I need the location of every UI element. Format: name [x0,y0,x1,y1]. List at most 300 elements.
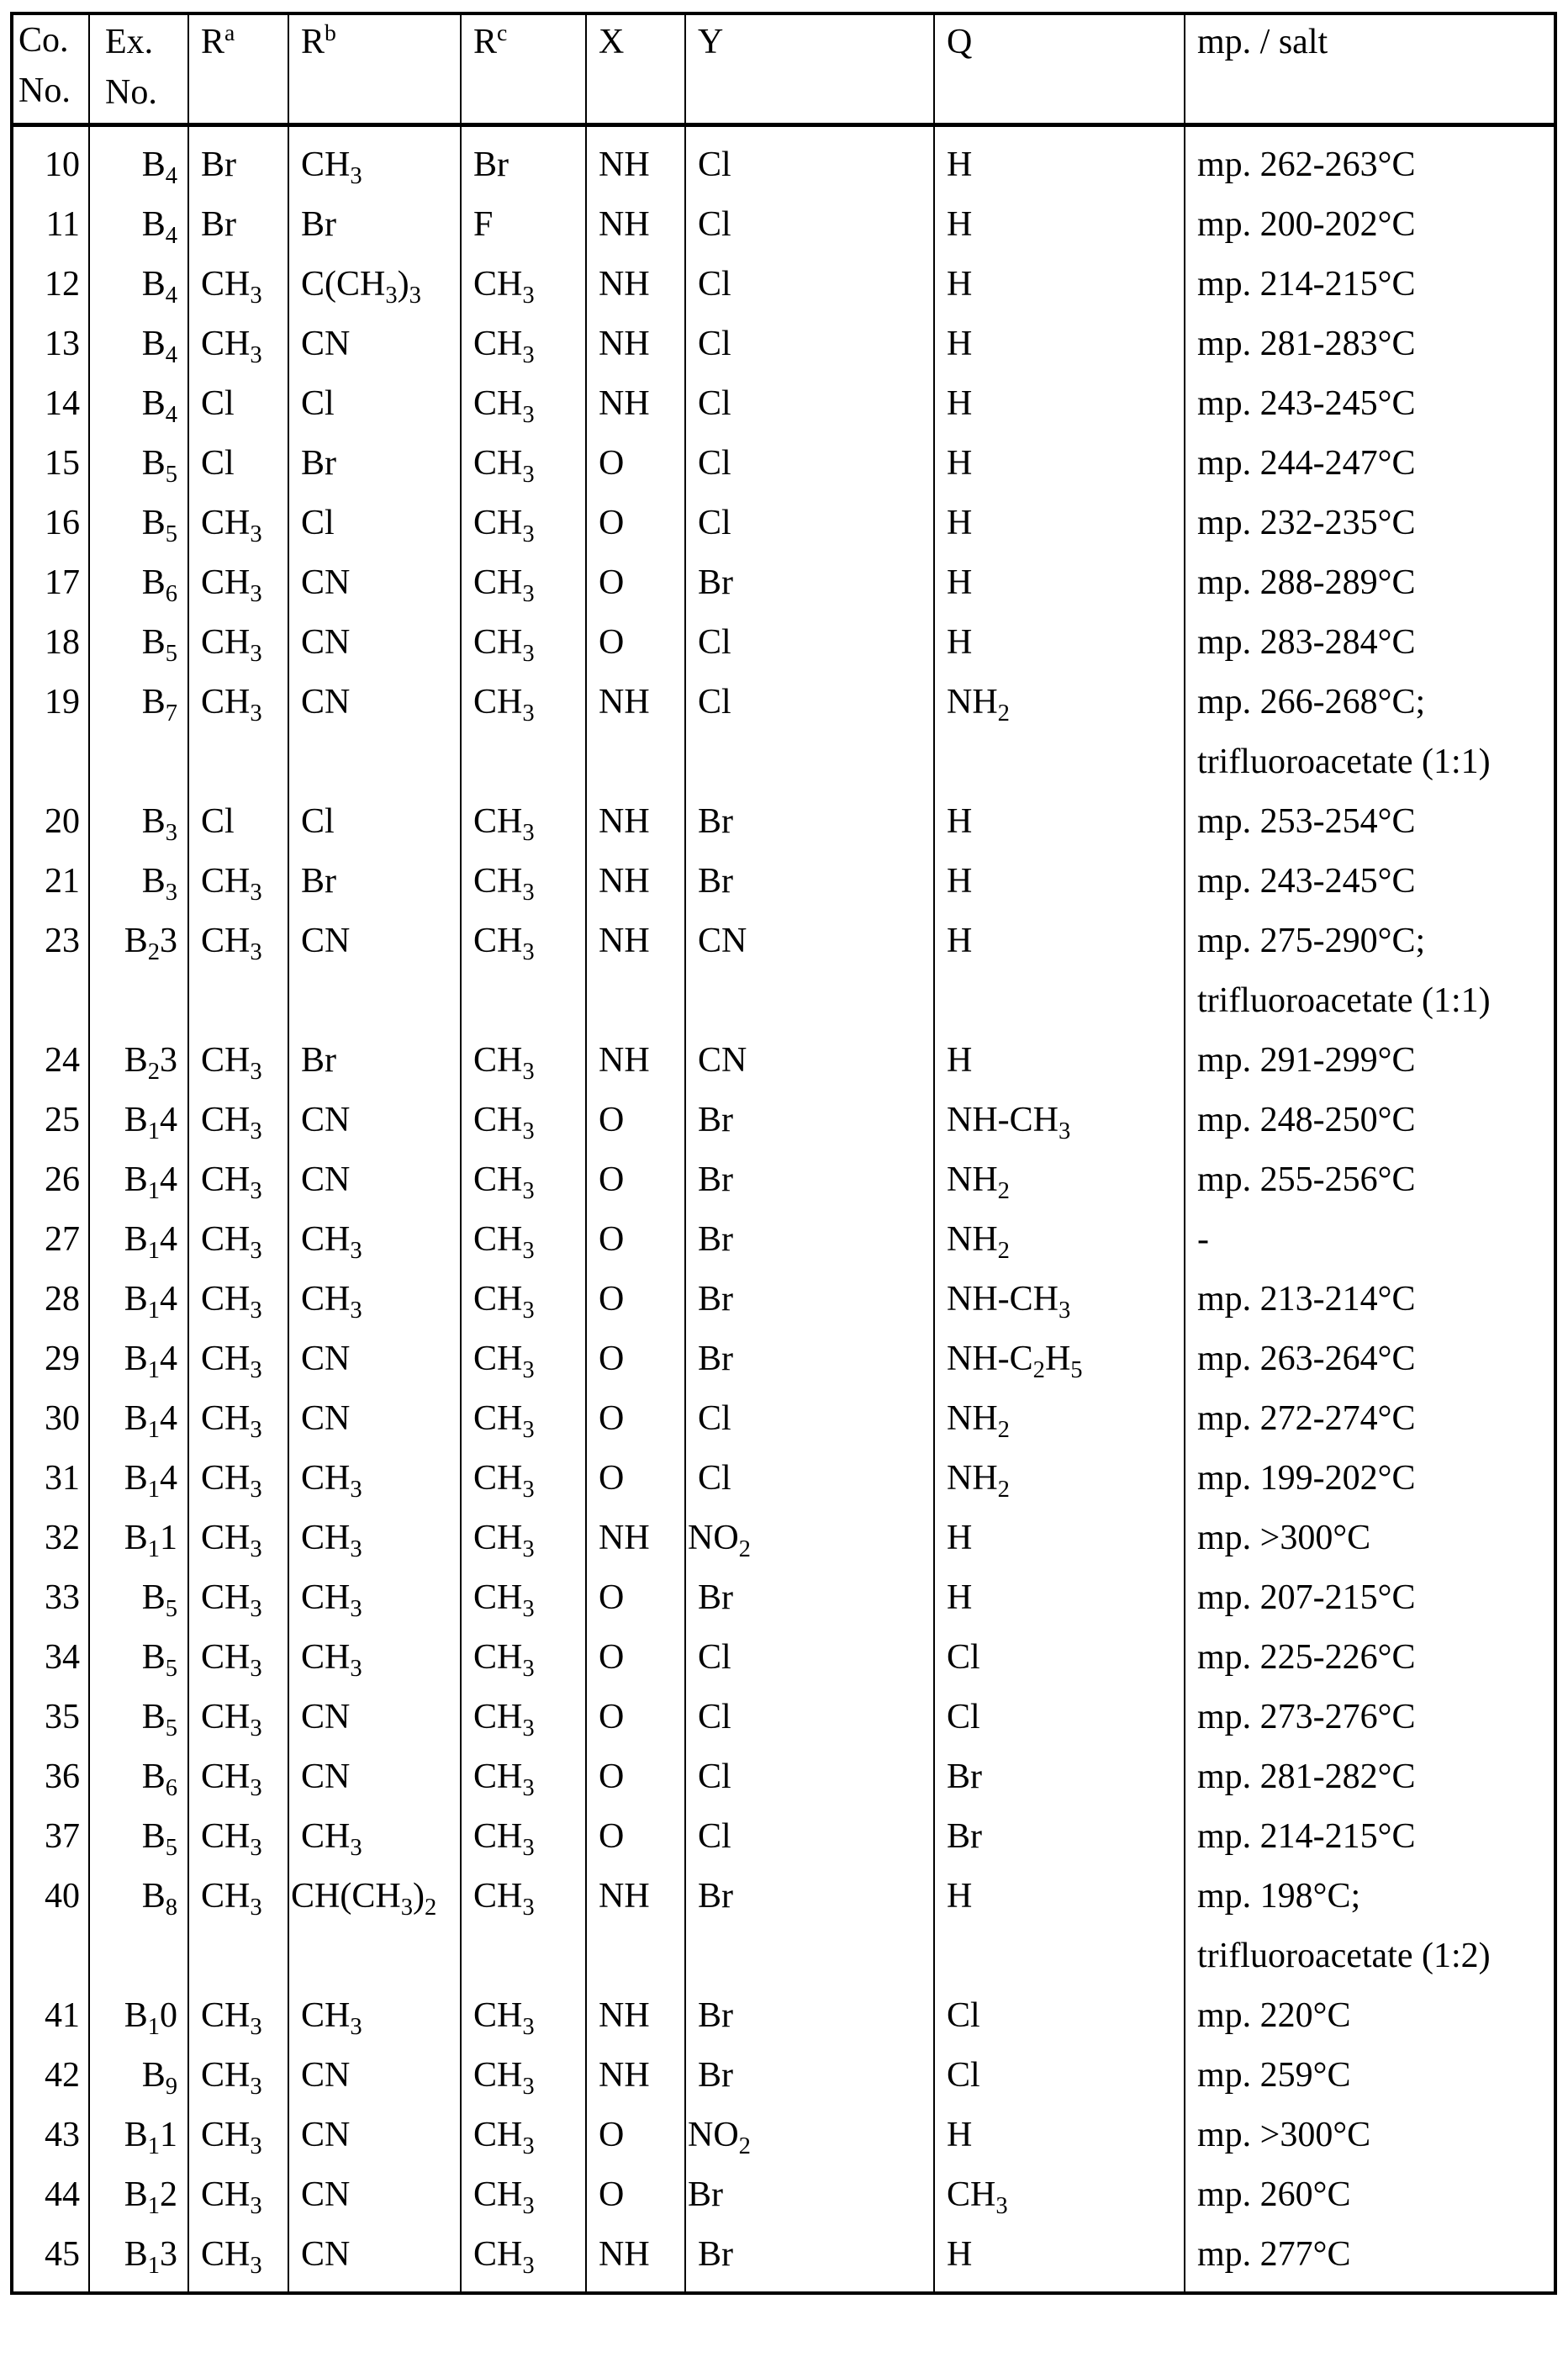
cell-y: Br [685,1867,934,1986]
cell-y: Cl [685,1807,934,1867]
cell-rc: $CH_3$ [461,1986,586,2046]
table-body [12,125,1555,2294]
cell-mp-salt [1185,434,1555,494]
cell-co-no: 36 [12,1747,89,1807]
mp-salt-line: mp. 232-235°C [1197,504,1416,542]
table-row [12,374,1555,434]
cell-q: $NH-C_2H_5$ [934,1329,1185,1389]
cell-rb: $CH_3$ [288,1449,461,1509]
cell-ex-no: $B_12$ [89,2165,188,2225]
cell-co-no: 43 [12,2106,89,2165]
cell-mp-salt [1185,1509,1555,1568]
cell-y: Cl [685,195,934,255]
table-row [12,314,1555,374]
cell-mp-salt [1185,1150,1555,1210]
cell-mp-salt [1185,1270,1555,1329]
cell-mp-salt [1185,125,1555,196]
cell-rc: F [461,195,586,255]
header-co-no [12,13,89,125]
cell-rc: Br [461,125,586,196]
table-row [12,673,1555,792]
header-rb [288,13,461,125]
cell-y: Cl [685,1389,934,1449]
cell-rc: $CH_3$ [461,434,586,494]
cell-rc: $CH_3$ [461,2046,586,2106]
cell-mp-salt [1185,1091,1555,1150]
cell-ra: $CH_3$ [188,1150,288,1210]
mp-salt-line: mp. 207-215°C [1197,1578,1416,1617]
cell-q: $NH_2$ [934,1449,1185,1509]
cell-rc: $CH_3$ [461,1091,586,1150]
cell-co-no: 44 [12,2165,89,2225]
cell-y: CN [685,912,934,1031]
cell-x: NH [586,1986,685,2046]
cell-q: H [934,374,1185,434]
cell-mp-salt [1185,1747,1555,1807]
cell-x: NH [586,2046,685,2106]
cell-co-no: 14 [12,374,89,434]
cell-q: H [934,255,1185,314]
mp-salt-line: mp. 291-299°C [1197,1041,1416,1080]
cell-x: O [586,494,685,553]
cell-co-no: 24 [12,1031,89,1091]
table-row [12,1031,1555,1091]
header-co-line1: Co. [18,21,69,60]
header-x: X [586,13,685,125]
cell-q: H [934,2106,1185,2165]
cell-q: H [934,1568,1185,1628]
cell-x: O [586,1210,685,1270]
cell-co-no: 15 [12,434,89,494]
cell-ex-no: $B_3$ [89,852,188,912]
cell-y: Br [685,1329,934,1389]
mp-salt-line: mp. 243-245°C [1197,862,1416,901]
cell-rb: CN [288,1389,461,1449]
cell-ex-no: $B_4$ [89,195,188,255]
cell-co-no: 42 [12,2046,89,2106]
mp-salt-line: trifluoroacetate (1:2) [1197,1937,1491,1975]
table-row [12,1389,1555,1449]
cell-rc: $CH_3$ [461,1867,586,1986]
table-row [12,1986,1555,2046]
cell-mp-salt [1185,2046,1555,2106]
cell-x: NH [586,1031,685,1091]
table-row [12,2165,1555,2225]
cell-ex-no: $B_9$ [89,2046,188,2106]
cell-q: $NH_2$ [934,673,1185,792]
cell-y: Cl [685,1628,934,1688]
cell-x: O [586,1807,685,1867]
cell-rc: $CH_3$ [461,1031,586,1091]
cell-q: Cl [934,1986,1185,2046]
cell-ra: $CH_3$ [188,912,288,1031]
cell-rc: $CH_3$ [461,1747,586,1807]
cell-ra: $CH_3$ [188,1389,288,1449]
compound-table [10,12,1557,2295]
table-row [12,792,1555,852]
cell-q: $NH-CH_3$ [934,1091,1185,1150]
cell-q: Cl [934,2046,1185,2106]
header-ex-line2: No. [105,73,157,112]
cell-x: NH [586,1867,685,1986]
cell-q: $NH-CH_3$ [934,1270,1185,1329]
cell-x: O [586,1568,685,1628]
cell-y: CN [685,1031,934,1091]
cell-co-no: 28 [12,1270,89,1329]
cell-ra: $CH_3$ [188,494,288,553]
cell-x: O [586,1688,685,1747]
cell-q: H [934,1031,1185,1091]
cell-mp-salt [1185,1329,1555,1389]
cell-mp-salt [1185,1986,1555,2046]
cell-ra: $CH_3$ [188,1807,288,1867]
header-ex-line1: Ex. [105,23,154,61]
cell-rb: CN [288,2165,461,2225]
cell-y: Br [685,1150,934,1210]
table-row [12,1210,1555,1270]
cell-y: Br [685,553,934,613]
cell-mp-salt [1185,553,1555,613]
cell-mp-salt [1185,1389,1555,1449]
table-row [12,2225,1555,2293]
cell-y: $NO_2$ [685,1509,934,1568]
cell-ra: $CH_3$ [188,1867,288,1986]
table-row [12,1688,1555,1747]
mp-salt-line: mp. 214-215°C [1197,1817,1416,1856]
cell-ra: $CH_3$ [188,255,288,314]
cell-rb: $CH_3$ [288,125,461,196]
cell-ra: $CH_3$ [188,1091,288,1150]
cell-q: $NH_2$ [934,1210,1185,1270]
header-rc [461,13,586,125]
cell-ex-no: $B_6$ [89,1747,188,1807]
cell-y: $NO_2$ [685,2106,934,2165]
cell-ra: $CH_3$ [188,2106,288,2165]
cell-x: NH [586,374,685,434]
cell-y: Cl [685,673,934,792]
cell-rc: $CH_3$ [461,1210,586,1270]
cell-ex-no: $B_14$ [89,1150,188,1210]
cell-x: O [586,1270,685,1329]
cell-co-no: 19 [12,673,89,792]
cell-q: H [934,195,1185,255]
table-row [12,1150,1555,1210]
cell-ra: Cl [188,434,288,494]
cell-y: Br [685,1270,934,1329]
cell-ex-no: $B_14$ [89,1270,188,1329]
cell-co-no: 23 [12,912,89,1031]
cell-rb: $CH(CH_3)_2$ [288,1867,461,1986]
cell-mp-salt [1185,1688,1555,1747]
mp-salt-line: trifluoroacetate (1:1) [1197,981,1491,1020]
cell-y: Br [685,792,934,852]
cell-mp-salt [1185,1031,1555,1091]
cell-q: H [934,494,1185,553]
cell-co-no: 18 [12,613,89,673]
cell-mp-salt [1185,1449,1555,1509]
cell-ex-no: $B_5$ [89,613,188,673]
cell-mp-salt [1185,2106,1555,2165]
cell-ex-no: $B_23$ [89,912,188,1031]
header-rb-sup: b [325,18,336,45]
cell-rc: $CH_3$ [461,374,586,434]
cell-ra: $CH_3$ [188,2165,288,2225]
cell-co-no: 32 [12,1509,89,1568]
cell-rc: $CH_3$ [461,255,586,314]
mp-salt-line: mp. >300°C [1197,1519,1371,1557]
cell-x: O [586,553,685,613]
mp-salt-line: mp. >300°C [1197,2116,1371,2154]
cell-rb: CN [288,2046,461,2106]
cell-x: NH [586,912,685,1031]
cell-ra: Br [188,195,288,255]
cell-q: H [934,613,1185,673]
cell-q: H [934,852,1185,912]
table-row [12,1091,1555,1150]
mp-salt-line: mp. 244-247°C [1197,444,1416,483]
header-ra-sup: a [224,18,235,45]
header-rc-base: R [473,23,498,61]
cell-q: Br [934,1747,1185,1807]
table-row [12,2046,1555,2106]
cell-ex-no: $B_13$ [89,2225,188,2293]
cell-rb: CN [288,1747,461,1807]
cell-ex-no: $B_7$ [89,673,188,792]
cell-x: O [586,1449,685,1509]
mp-salt-line: mp. 198°C; [1197,1877,1361,1916]
cell-y: Br [685,2165,934,2225]
cell-rb: $CH_3$ [288,1568,461,1628]
cell-co-no: 41 [12,1986,89,2046]
cell-y: Cl [685,1449,934,1509]
table-row [12,1449,1555,1509]
cell-rc: $CH_3$ [461,1688,586,1747]
cell-rc: $CH_3$ [461,1509,586,1568]
cell-ex-no: $B_5$ [89,1688,188,1747]
cell-co-no: 13 [12,314,89,374]
cell-rb: $CH_3$ [288,1807,461,1867]
mp-salt-line: mp. 248-250°C [1197,1101,1416,1139]
cell-ra: $CH_3$ [188,852,288,912]
cell-x: O [586,1329,685,1389]
cell-co-no: 10 [12,125,89,196]
cell-x: NH [586,314,685,374]
header-mp-salt: mp. / salt [1185,13,1555,125]
table-row [12,1568,1555,1628]
table-row [12,125,1555,196]
cell-ex-no: $B_5$ [89,1568,188,1628]
cell-rb: $CH_3$ [288,1628,461,1688]
cell-ra: $CH_3$ [188,2225,288,2293]
cell-q: Cl [934,1688,1185,1747]
cell-y: Cl [685,314,934,374]
cell-q: H [934,1867,1185,1986]
cell-rb: CN [288,553,461,613]
cell-mp-salt [1185,1807,1555,1867]
cell-x: O [586,1389,685,1449]
cell-co-no: 30 [12,1389,89,1449]
cell-co-no: 34 [12,1628,89,1688]
cell-y: Br [685,2046,934,2106]
table-row [12,1509,1555,1568]
cell-y: Br [685,852,934,912]
cell-mp-salt [1185,314,1555,374]
cell-y: Cl [685,494,934,553]
cell-rb: $CH_3$ [288,1509,461,1568]
mp-salt-line: mp. 272-274°C [1197,1399,1416,1438]
cell-rc: $CH_3$ [461,2106,586,2165]
cell-rb: CN [288,2225,461,2293]
cell-x: NH [586,1509,685,1568]
cell-y: Cl [685,374,934,434]
cell-ex-no: $B_14$ [89,1389,188,1449]
cell-mp-salt [1185,255,1555,314]
cell-ra: $CH_3$ [188,314,288,374]
table-row [12,912,1555,1031]
cell-mp-salt [1185,1568,1555,1628]
cell-rb: Cl [288,494,461,553]
cell-rc: $CH_3$ [461,792,586,852]
cell-co-no: 26 [12,1150,89,1210]
cell-ex-no: $B_10$ [89,1986,188,2046]
cell-y: Br [685,1568,934,1628]
cell-rc: $CH_3$ [461,1329,586,1389]
table-row [12,613,1555,673]
cell-ex-no: $B_8$ [89,1867,188,1986]
cell-co-no: 37 [12,1807,89,1867]
table-row [12,255,1555,314]
cell-x: O [586,613,685,673]
mp-salt-line: mp. 277°C [1197,2235,1351,2274]
table-row [12,494,1555,553]
cell-rb: CN [288,1688,461,1747]
cell-rb: CN [288,1329,461,1389]
cell-ra: Br [188,125,288,196]
cell-q: H [934,1509,1185,1568]
cell-co-no: 27 [12,1210,89,1270]
cell-ra: $CH_3$ [188,1329,288,1389]
cell-ra: Cl [188,792,288,852]
cell-ra: $CH_3$ [188,1031,288,1091]
cell-ra: $CH_3$ [188,1568,288,1628]
table-row [12,2106,1555,2165]
cell-x: O [586,434,685,494]
cell-q: H [934,314,1185,374]
cell-co-no: 12 [12,255,89,314]
cell-x: O [586,2165,685,2225]
cell-co-no: 16 [12,494,89,553]
cell-mp-salt [1185,195,1555,255]
mp-salt-line: mp. 214-215°C [1197,265,1416,304]
cell-rc: $CH_3$ [461,1628,586,1688]
cell-ex-no: $B_14$ [89,1449,188,1509]
cell-rb: CN [288,1150,461,1210]
header-rc-sup: c [497,18,508,45]
mp-salt-line: mp. 281-282°C [1197,1757,1416,1796]
table-row [12,852,1555,912]
cell-rc: $CH_3$ [461,1150,586,1210]
cell-ra: $CH_3$ [188,1688,288,1747]
table-row [12,1747,1555,1807]
cell-co-no: 40 [12,1867,89,1986]
mp-salt-line: mp. 283-284°C [1197,623,1416,662]
cell-rb: CN [288,314,461,374]
cell-ex-no: $B_4$ [89,314,188,374]
cell-ra: $CH_3$ [188,1628,288,1688]
mp-salt-line: mp. 273-276°C [1197,1698,1416,1736]
cell-y: Br [685,1091,934,1150]
cell-x: NH [586,125,685,196]
cell-x: NH [586,2225,685,2293]
cell-rb: CN [288,613,461,673]
cell-rb: Br [288,434,461,494]
cell-rb: CN [288,2106,461,2165]
mp-salt-line: - [1197,1220,1209,1259]
header-ra-base: R [201,23,225,61]
cell-q: H [934,792,1185,852]
cell-ra: $CH_3$ [188,1509,288,1568]
mp-salt-line: mp. 199-202°C [1197,1459,1416,1498]
cell-x: O [586,2106,685,2165]
mp-salt-line: mp. 275-290°C; [1197,922,1426,960]
mp-salt-line: mp. 262-263°C [1197,145,1416,184]
cell-rc: $CH_3$ [461,1807,586,1867]
cell-q: $CH_3$ [934,2165,1185,2225]
cell-ex-no: $B_14$ [89,1091,188,1150]
mp-salt-line: mp. 260°C [1197,2175,1351,2214]
cell-rb: Br [288,1031,461,1091]
table-row [12,434,1555,494]
cell-y: Br [685,1210,934,1270]
cell-rc: $CH_3$ [461,494,586,553]
table-row [12,195,1555,255]
cell-ex-no: $B_11$ [89,1509,188,1568]
cell-rc: $CH_3$ [461,852,586,912]
cell-ex-no: $B_14$ [89,1210,188,1270]
cell-x: NH [586,255,685,314]
cell-rc: $CH_3$ [461,553,586,613]
cell-co-no: 25 [12,1091,89,1150]
cell-x: O [586,1091,685,1150]
cell-co-no: 31 [12,1449,89,1509]
cell-x: O [586,1628,685,1688]
cell-mp-salt [1185,494,1555,553]
cell-x: NH [586,673,685,792]
mp-salt-line: mp. 259°C [1197,2056,1351,2095]
mp-salt-line: mp. 200-202°C [1197,205,1416,244]
table-row [12,1270,1555,1329]
cell-mp-salt [1185,2165,1555,2225]
mp-salt-line: mp. 243-245°C [1197,384,1416,423]
cell-rc: $CH_3$ [461,1270,586,1329]
cell-rc: $CH_3$ [461,673,586,792]
table-header [12,13,1555,125]
cell-mp-salt [1185,1210,1555,1270]
cell-rb: CN [288,673,461,792]
cell-y: Cl [685,125,934,196]
header-co-line2: No. [18,71,71,110]
cell-x: O [586,1150,685,1210]
cell-rc: $CH_3$ [461,314,586,374]
cell-rc: $CH_3$ [461,1449,586,1509]
cell-mp-salt [1185,912,1555,1031]
cell-ra: $CH_3$ [188,1747,288,1807]
cell-rc: $CH_3$ [461,2165,586,2225]
cell-mp-salt [1185,792,1555,852]
cell-x: O [586,1747,685,1807]
mp-salt-line: mp. 281-283°C [1197,325,1416,363]
cell-rb: $C(CH_3)_3$ [288,255,461,314]
